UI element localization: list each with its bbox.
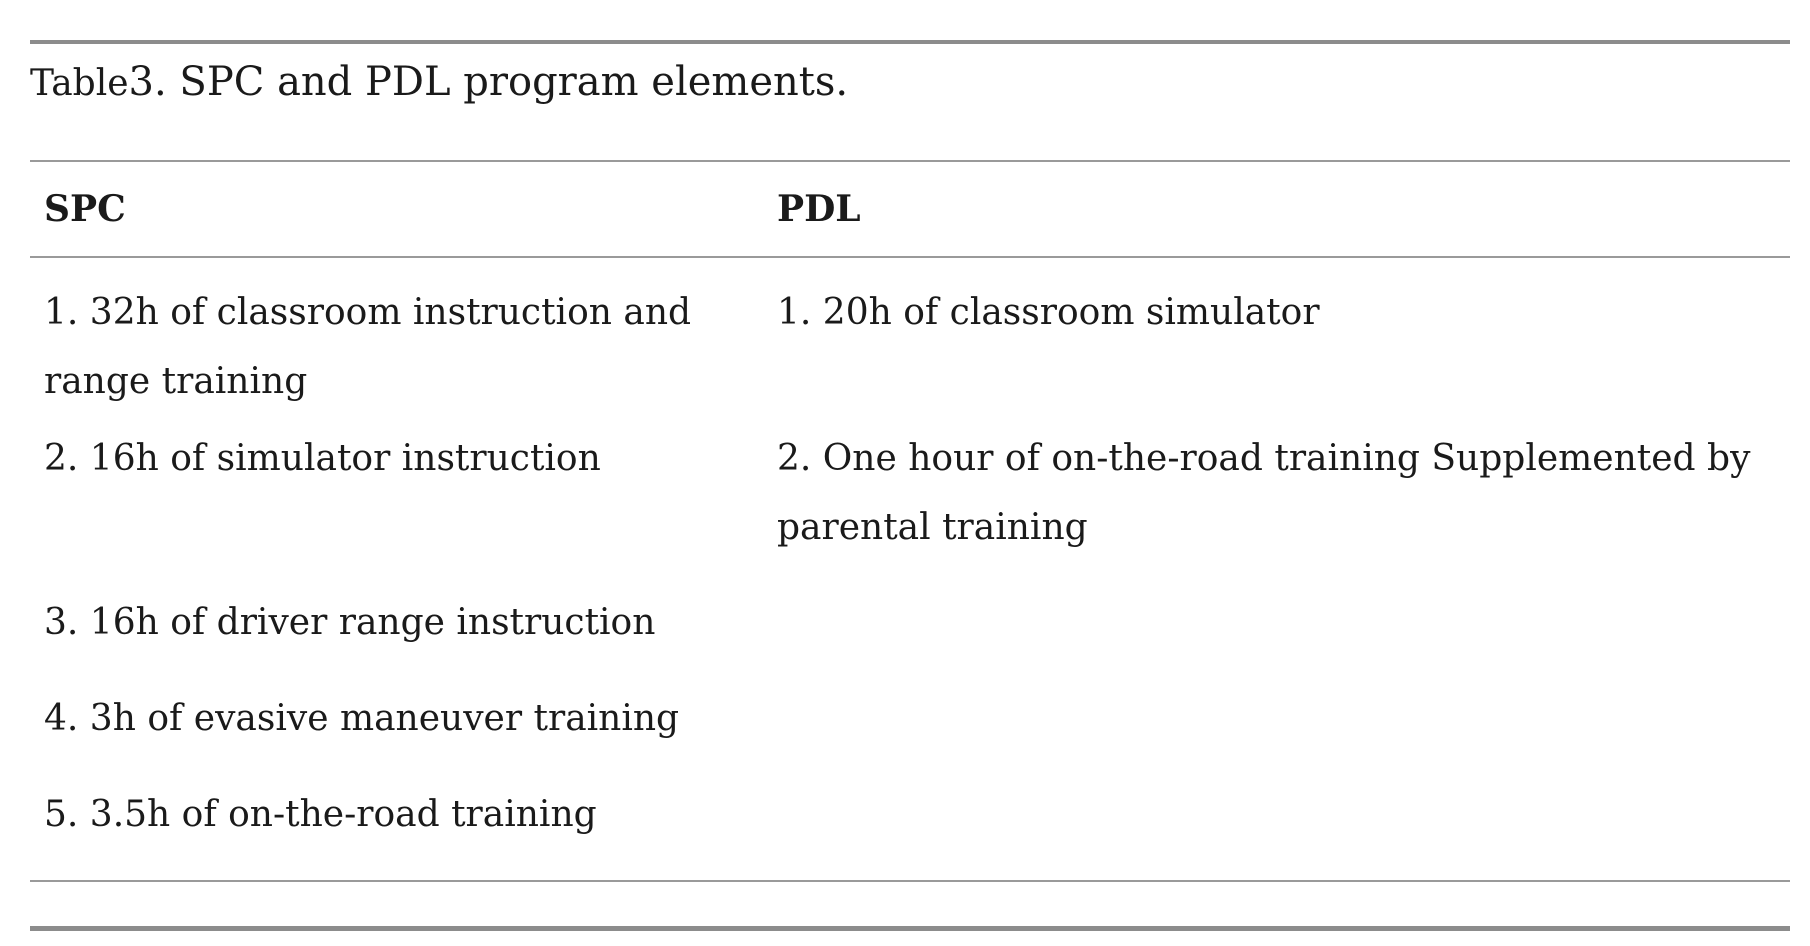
table-cell: 1. 20h of classroom simulator — [777, 292, 1320, 333]
header-bottom-rule — [30, 256, 1790, 258]
table-row — [30, 780, 1790, 864]
figure-bottom-rule — [30, 926, 1790, 931]
caption-number: 3 — [128, 59, 154, 105]
program-elements-table — [30, 160, 1790, 864]
table-cell: 1. 32h of classroom instruction and range training — [44, 292, 692, 402]
table-header-row — [30, 162, 1790, 256]
caption-title: . SPC and PDL program elements. — [154, 59, 849, 105]
header-pdl: PDL — [777, 187, 861, 230]
header-spc: SPC — [44, 187, 126, 230]
table-cell: 4. 3h of evasive maneuver training — [44, 698, 680, 739]
table-cell: 5. 3.5h of on-the-road training — [44, 794, 597, 835]
table-bottom-rule — [30, 880, 1790, 882]
top-rule — [30, 40, 1790, 44]
table-row — [30, 424, 1790, 588]
table-cell: 3. 16h of driver range instruction — [44, 602, 656, 643]
table-row — [30, 684, 1790, 780]
table-row — [30, 588, 1790, 684]
table-cell: 2. 16h of simulator instruction — [44, 438, 601, 479]
table-cell: 2. One hour of on-the-road training Supplemented by parental training — [777, 438, 1751, 548]
table-caption — [30, 52, 1790, 122]
table-figure — [30, 40, 1790, 835]
caption-label: Table — [30, 63, 129, 104]
table-row — [30, 278, 1790, 424]
